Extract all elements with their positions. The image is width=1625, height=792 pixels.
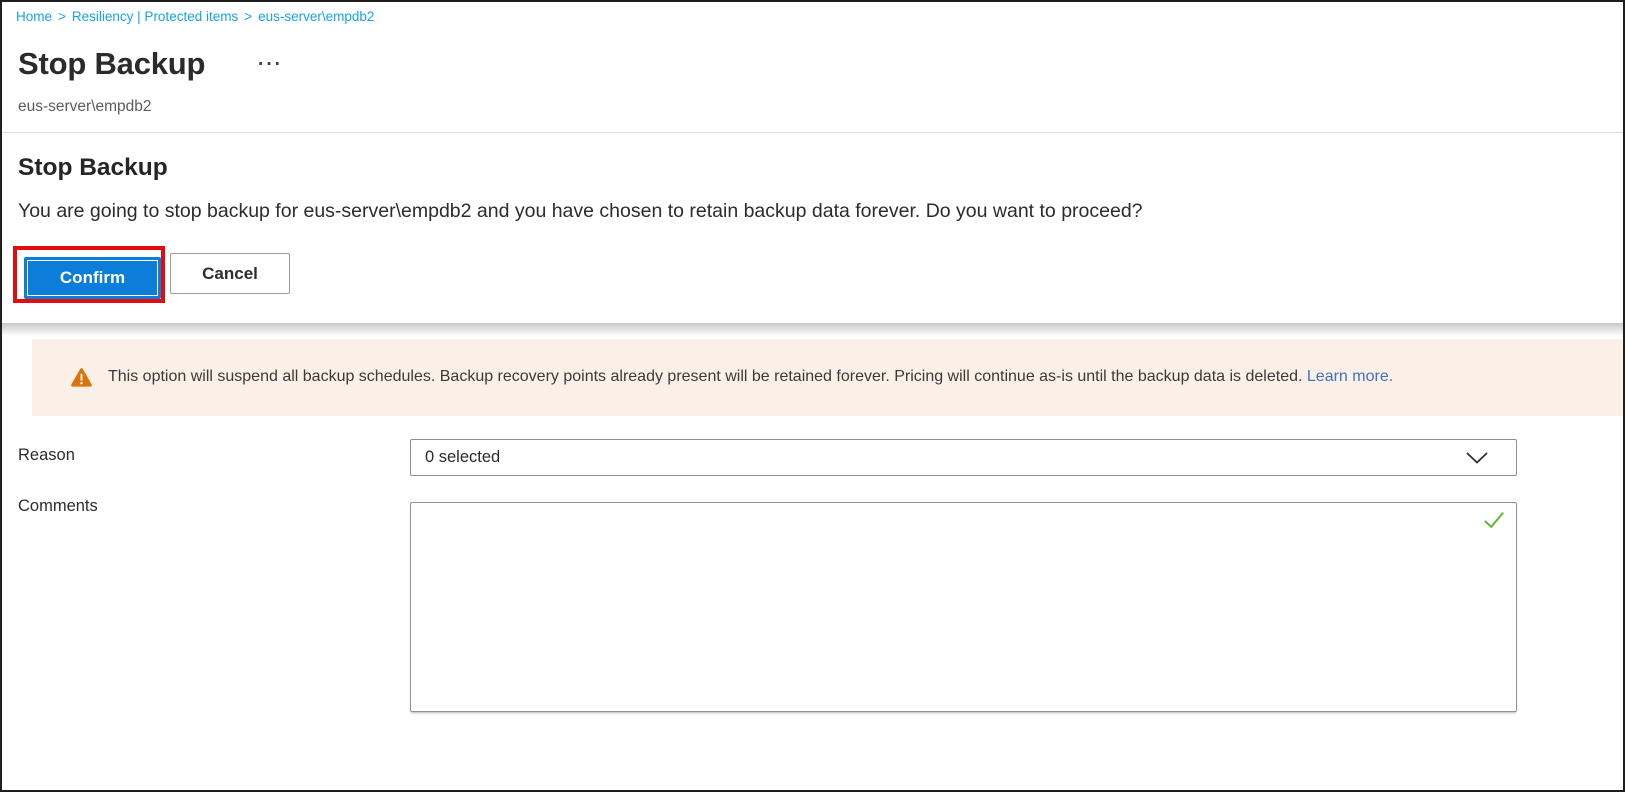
- learn-more-link[interactable]: Learn more.: [1306, 368, 1394, 386]
- page-subtitle: eus-server\empdb2: [18, 98, 152, 115]
- stop-backup-heading: Stop Backup: [18, 154, 168, 181]
- cancel-button[interactable]: Cancel: [170, 253, 290, 294]
- page-title: Stop Backup: [18, 46, 206, 81]
- breadcrumb-separator: >: [244, 9, 253, 24]
- reason-label: Reason: [18, 446, 75, 464]
- breadcrumb-protected-items[interactable]: Resiliency | Protected items: [71, 9, 239, 24]
- warning-banner: [32, 339, 1623, 416]
- more-menu-button[interactable]: [258, 54, 283, 76]
- comments-textarea[interactable]: [410, 502, 1517, 712]
- header-divider: [2, 132, 1623, 133]
- breadcrumb: [16, 9, 374, 24]
- ellipsis-icon: ···: [258, 54, 283, 75]
- section-shadow-divider: [2, 323, 1623, 336]
- comments-label: Comments: [18, 497, 98, 515]
- breadcrumb-current-item[interactable]: eus-server\empdb2: [258, 9, 375, 24]
- reason-dropdown-value: 0 selected: [425, 448, 501, 466]
- chevron-down-icon: [1466, 452, 1488, 464]
- red-highlight-annotation: [13, 246, 165, 303]
- reason-dropdown[interactable]: [410, 439, 1517, 476]
- confirm-button[interactable]: Confirm: [24, 257, 161, 299]
- breadcrumb-separator: >: [58, 9, 66, 24]
- breadcrumb-home[interactable]: Home: [16, 9, 53, 24]
- warning-text: This option will suspend all backup schedules. Backup recovery points already present will be retained forever. Pricing will continue as-is until the backup data is deleted.: [108, 368, 1303, 386]
- warning-icon: [70, 367, 93, 388]
- confirm-message: You are going to stop backup for eus-server\empdb2 and you have chosen to retain backup data forever. Do you want to proceed?: [18, 200, 1143, 222]
